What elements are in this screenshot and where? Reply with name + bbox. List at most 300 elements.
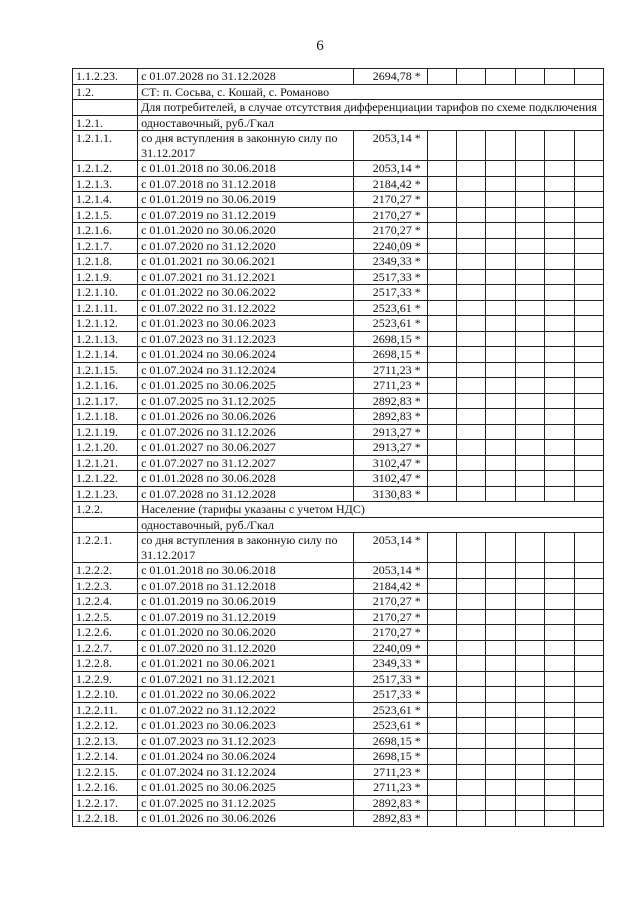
empty-cell [574,347,603,363]
empty-cell [545,192,574,208]
empty-cell [545,409,574,425]
empty-cell [545,733,574,749]
row-tariff-value: 2711,23 * [354,378,427,394]
row-tariff-value: 2892,83 * [354,393,427,409]
section-title: одноставочный, руб./Гкал [138,115,604,131]
empty-cell [486,811,515,827]
empty-cell [515,161,544,177]
empty-cell [457,733,486,749]
empty-cell [486,671,515,687]
row-period: с 01.01.2023 по 30.06.2023 [138,718,354,734]
empty-cell [457,594,486,610]
empty-cell [545,316,574,332]
empty-cell [545,640,574,656]
empty-cell [545,764,574,780]
empty-cell [515,347,544,363]
row-period: с 01.07.2022 по 31.12.2022 [138,702,354,718]
row-period: с 01.01.2020 по 30.06.2020 [138,625,354,641]
row-code: 1.2.1.13. [73,331,138,347]
empty-cell [545,207,574,223]
table-row [73,656,604,672]
row-tariff-value: 2517,33 * [354,269,427,285]
empty-cell [486,625,515,641]
empty-cell [427,780,456,796]
empty-cell [486,285,515,301]
empty-cell [545,269,574,285]
empty-cell [545,455,574,471]
empty-cell [427,486,456,502]
empty-cell [486,176,515,192]
empty-cell [457,393,486,409]
empty-cell [427,254,456,270]
empty-cell [486,718,515,734]
empty-cell [457,331,486,347]
row-period: с 01.01.2023 по 30.06.2023 [138,316,354,332]
empty-cell [515,764,544,780]
empty-cell [457,269,486,285]
empty-cell [427,563,456,579]
row-code: 1.2.1.2. [73,161,138,177]
empty-cell [515,687,544,703]
empty-cell [545,656,574,672]
section-title: одноставочный, руб./Гкал [138,517,604,533]
table-row [73,749,604,765]
row-period: с 01.07.2019 по 31.12.2019 [138,609,354,625]
empty-cell [427,393,456,409]
empty-cell [515,440,544,456]
empty-cell [486,533,515,563]
empty-cell [427,671,456,687]
table-row [73,687,604,703]
table-row [73,285,604,301]
empty-cell [457,161,486,177]
row-code: 1.2.2.1. [73,533,138,563]
empty-cell [574,409,603,425]
empty-cell [457,563,486,579]
table-row [73,223,604,239]
empty-cell [545,424,574,440]
row-code: 1.2.1.21. [73,455,138,471]
empty-cell [545,594,574,610]
row-code: 1.2.1.20. [73,440,138,456]
empty-cell [457,687,486,703]
empty-cell [486,69,515,85]
empty-cell [574,625,603,641]
empty-cell [457,378,486,394]
table-row [73,486,604,502]
empty-cell [486,609,515,625]
row-code: 1.2.2.10. [73,687,138,703]
empty-cell [545,471,574,487]
row-code: 1.2.2.6. [73,625,138,641]
empty-cell [545,223,574,239]
table-row [73,176,604,192]
empty-cell [545,749,574,765]
empty-cell [515,533,544,563]
table-row [73,563,604,579]
empty-cell [515,362,544,378]
empty-cell [457,795,486,811]
empty-cell [574,424,603,440]
empty-cell [486,687,515,703]
table-row [73,609,604,625]
empty-cell [515,254,544,270]
row-period: с 01.07.2023 по 31.12.2023 [138,733,354,749]
empty-cell [515,656,544,672]
empty-cell [457,440,486,456]
empty-cell [574,764,603,780]
table-row [73,733,604,749]
table-row [73,455,604,471]
row-tariff-value: 2698,15 * [354,749,427,765]
row-tariff-value: 2698,15 * [354,733,427,749]
row-code: 1.2.1.5. [73,207,138,223]
empty-cell [545,285,574,301]
table-row [73,440,604,456]
empty-cell [545,795,574,811]
table-row [73,331,604,347]
row-code: 1.2.1.15. [73,362,138,378]
empty-cell [457,176,486,192]
row-period: с 01.07.2020 по 31.12.2020 [138,238,354,254]
empty-cell [427,131,456,161]
empty-cell [427,471,456,487]
empty-cell [457,69,486,85]
empty-cell [486,440,515,456]
empty-cell [427,578,456,594]
table-row [73,131,604,161]
empty-cell [427,656,456,672]
empty-cell [457,533,486,563]
empty-cell [574,331,603,347]
empty-cell [574,471,603,487]
row-period: с 01.01.2022 по 30.06.2022 [138,687,354,703]
row-code: 1.2.1.11. [73,300,138,316]
empty-cell [486,780,515,796]
row-code [73,517,138,533]
empty-cell [427,362,456,378]
row-period: с 01.07.2024 по 31.12.2024 [138,362,354,378]
row-period: с 01.07.2027 по 31.12.2027 [138,455,354,471]
row-code: 1.2.1.16. [73,378,138,394]
empty-cell [457,300,486,316]
empty-cell [574,702,603,718]
row-period: с 01.01.2021 по 30.06.2021 [138,656,354,672]
empty-cell [515,300,544,316]
row-tariff-value: 2892,83 * [354,795,427,811]
empty-cell [545,161,574,177]
row-tariff-value: 2517,33 * [354,285,427,301]
row-tariff-value: 2053,14 * [354,131,427,161]
row-tariff-value: 3130,83 * [354,486,427,502]
empty-cell [486,563,515,579]
empty-cell [574,316,603,332]
empty-cell [486,316,515,332]
row-period: со дня вступления в законную силу по 31.12.2017 [138,533,354,563]
row-tariff-value: 3102,47 * [354,471,427,487]
empty-cell [545,69,574,85]
empty-cell [486,702,515,718]
row-tariff-value: 2053,14 * [354,533,427,563]
empty-cell [545,347,574,363]
empty-cell [545,671,574,687]
row-tariff-value: 2523,61 * [354,718,427,734]
table-row [73,471,604,487]
row-period: с 01.07.2021 по 31.12.2021 [138,671,354,687]
empty-cell [515,733,544,749]
empty-cell [486,455,515,471]
row-tariff-value: 2349,33 * [354,254,427,270]
row-code: 1.2.2.4. [73,594,138,610]
empty-cell [427,223,456,239]
empty-cell [427,687,456,703]
row-tariff-value: 2913,27 * [354,424,427,440]
row-tariff-value: 2517,33 * [354,671,427,687]
row-code: 1.2.1.4. [73,192,138,208]
row-code: 1.2. [73,84,138,100]
empty-cell [486,378,515,394]
section-row [73,100,604,116]
empty-cell [515,718,544,734]
empty-cell [545,811,574,827]
row-tariff-value: 2184,42 * [354,176,427,192]
table-row [73,625,604,641]
row-code: 1.2.2.17. [73,795,138,811]
empty-cell [574,393,603,409]
row-period: с 01.01.2024 по 30.06.2024 [138,749,354,765]
empty-cell [574,300,603,316]
row-period: с 01.01.2021 по 30.06.2021 [138,254,354,270]
empty-cell [545,440,574,456]
empty-cell [515,238,544,254]
empty-cell [545,625,574,641]
table-row [73,161,604,177]
empty-cell [574,718,603,734]
empty-cell [515,671,544,687]
empty-cell [427,238,456,254]
empty-cell [574,378,603,394]
table-row [73,780,604,796]
row-tariff-value: 2523,61 * [354,300,427,316]
table-row [73,347,604,363]
empty-cell [574,254,603,270]
empty-cell [515,486,544,502]
empty-cell [457,207,486,223]
section-title: Население (тарифы указаны с учетом НДС) [138,502,604,518]
empty-cell [515,331,544,347]
empty-cell [427,795,456,811]
row-code: 1.2.2.2. [73,563,138,579]
empty-cell [457,749,486,765]
row-period: с 01.01.2024 по 30.06.2024 [138,347,354,363]
row-tariff-value: 2170,27 * [354,223,427,239]
empty-cell [545,702,574,718]
row-tariff-value: 2523,61 * [354,316,427,332]
empty-cell [515,131,544,161]
page-number: 6 [316,38,324,54]
row-period: со дня вступления в законную силу по 31.12.2017 [138,131,354,161]
empty-cell [427,811,456,827]
row-tariff-value: 2053,14 * [354,563,427,579]
empty-cell [515,409,544,425]
empty-cell [574,362,603,378]
table-row [73,316,604,332]
row-tariff-value: 2517,33 * [354,687,427,703]
row-period: с 01.07.2024 по 31.12.2024 [138,764,354,780]
row-period: с 01.07.2020 по 31.12.2020 [138,640,354,656]
row-period: с 01.07.2025 по 31.12.2025 [138,795,354,811]
empty-cell [545,609,574,625]
row-code: 1.2.1. [73,115,138,131]
row-code: 1.2.1.7. [73,238,138,254]
empty-cell [457,347,486,363]
empty-cell [427,733,456,749]
empty-cell [486,331,515,347]
empty-cell [545,331,574,347]
row-period: с 01.07.2028 по 31.12.2028 [138,486,354,502]
empty-cell [574,780,603,796]
table-row [73,594,604,610]
empty-cell [574,69,603,85]
empty-cell [574,269,603,285]
row-period: с 01.07.2021 по 31.12.2021 [138,269,354,285]
empty-cell [545,254,574,270]
table-row [73,811,604,827]
empty-cell [427,285,456,301]
tariff-table-body [73,69,604,827]
empty-cell [486,471,515,487]
empty-cell [574,161,603,177]
empty-cell [545,393,574,409]
row-code: 1.2.2. [73,502,138,518]
row-code: 1.2.2.11. [73,702,138,718]
empty-cell [457,671,486,687]
empty-cell [457,718,486,734]
table-row [73,378,604,394]
row-code: 1.2.1.8. [73,254,138,270]
empty-cell [427,316,456,332]
empty-cell [457,192,486,208]
empty-cell [574,285,603,301]
empty-cell [427,764,456,780]
row-code: 1.2.1.6. [73,223,138,239]
empty-cell [486,300,515,316]
row-period: с 01.01.2025 по 30.06.2025 [138,378,354,394]
empty-cell [427,609,456,625]
row-tariff-value: 2694,78 * [354,69,427,85]
row-period: с 01.07.2019 по 31.12.2019 [138,207,354,223]
row-tariff-value: 2240,09 * [354,640,427,656]
empty-cell [427,207,456,223]
empty-cell [486,192,515,208]
empty-cell [486,795,515,811]
table-row [73,671,604,687]
row-tariff-value: 2711,23 * [354,362,427,378]
empty-cell [574,811,603,827]
empty-cell [486,347,515,363]
empty-cell [515,811,544,827]
empty-cell [457,578,486,594]
row-period: с 01.01.2026 по 30.06.2026 [138,409,354,425]
table-row [73,640,604,656]
empty-cell [515,640,544,656]
empty-cell [457,609,486,625]
table-row [73,795,604,811]
row-tariff-value: 2913,27 * [354,440,427,456]
table-row [73,533,604,563]
section-title: Для потребителей, в случае отсутствия дифференциации тарифов по схеме подключения [138,100,604,116]
empty-cell [427,718,456,734]
empty-cell [457,424,486,440]
empty-cell [427,702,456,718]
row-tariff-value: 2170,27 * [354,609,427,625]
empty-cell [515,69,544,85]
tariff-table [72,68,604,827]
row-period: с 01.01.2018 по 30.06.2018 [138,161,354,177]
row-code: 1.2.2.7. [73,640,138,656]
empty-cell [486,424,515,440]
empty-cell [427,533,456,563]
empty-cell [545,300,574,316]
empty-cell [486,238,515,254]
empty-cell [545,486,574,502]
row-tariff-value: 2698,15 * [354,347,427,363]
row-code: 1.2.2.15. [73,764,138,780]
row-code: 1.2.2.13. [73,733,138,749]
empty-cell [545,378,574,394]
empty-cell [427,749,456,765]
empty-cell [574,578,603,594]
row-code [73,100,138,116]
table-row [73,300,604,316]
empty-cell [574,563,603,579]
row-period: с 01.01.2019 по 30.06.2019 [138,192,354,208]
empty-cell [574,455,603,471]
empty-cell [457,656,486,672]
row-code: 1.2.1.18. [73,409,138,425]
empty-cell [486,594,515,610]
row-code: 1.2.2.5. [73,609,138,625]
row-code: 1.2.1.12. [73,316,138,332]
empty-cell [574,238,603,254]
row-code: 1.2.2.3. [73,578,138,594]
row-code: 1.2.1.10. [73,285,138,301]
table-row [73,393,604,409]
row-code: 1.2.2.18. [73,811,138,827]
row-code: 1.2.1.23. [73,486,138,502]
table-row [73,238,604,254]
empty-cell [574,609,603,625]
empty-cell [457,625,486,641]
row-tariff-value: 2698,15 * [354,331,427,347]
table-row [73,269,604,285]
row-tariff-value: 2349,33 * [354,656,427,672]
empty-cell [486,393,515,409]
empty-cell [427,440,456,456]
row-period: с 01.07.2028 по 31.12.2028 [138,69,354,85]
row-code: 1.2.2.14. [73,749,138,765]
empty-cell [574,131,603,161]
empty-cell [574,176,603,192]
row-period: с 01.07.2025 по 31.12.2025 [138,393,354,409]
empty-cell [427,424,456,440]
empty-cell [574,640,603,656]
empty-cell [427,625,456,641]
empty-cell [427,192,456,208]
row-period: с 01.01.2026 по 30.06.2026 [138,811,354,827]
empty-cell [515,594,544,610]
empty-cell [457,316,486,332]
